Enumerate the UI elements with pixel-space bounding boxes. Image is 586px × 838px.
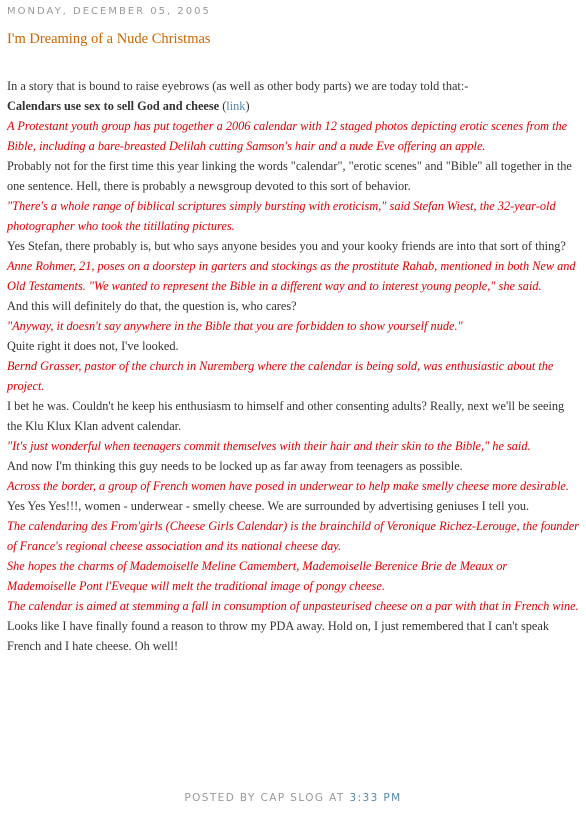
quoted-excerpt: "It's just wonderful when teenagers commit themselves with their hair and their skin to the Bible," he said. [7, 439, 531, 453]
quoted-excerpt: She hopes the charms of Mademoiselle Meline Camembert, Mademoiselle Berenice Brie de Meaux or Mademoiselle Pont l'Eveque will melt the traditional image of pongy cheese. [7, 559, 508, 593]
quoted-excerpt: The calendar is aimed at stemming a fall in consumption of unpasteurised cheese on a par with that in French wine. [7, 599, 579, 613]
quoted-excerpt: "Anyway, it doesn't say anywhere in the Bible that you are forbidden to show yourself nude." [7, 319, 463, 333]
commentary-paragraph: Probably not for the first time this year linking the words "calendar", "erotic scenes" and "Bible" all together in the one sentence. Hell, there is probably a newsgroup devoted to this sort of behavior. [7, 159, 572, 193]
intro-paragraph: In a story that is bound to raise eyebrows (as well as other body parts) we are today told that:- [7, 79, 469, 93]
quoted-excerpt: A Protestant youth group has put together a 2006 calendar with 12 staged photos depicting erotic scenes from the Bible, including a bare-breasted Delilah cutting Samson's hair and a nude Eve offering an apple. [7, 119, 568, 153]
commentary-paragraph: Yes Stefan, there probably is, but who says anyone besides you and your kooky friends are into that sort of thing? [7, 239, 566, 253]
post-footer [0, 792, 586, 804]
commentary-paragraph: Looks like I have finally found a reason to throw my PDA away. Hold on, I just remembered that I can't speak French and I hate cheese. Oh well! [7, 619, 549, 653]
commentary-paragraph: And this will definitely do that, the question is, who cares? [7, 299, 297, 313]
paragraph-list [7, 116, 579, 656]
posted-by-label: POSTED BY CAP SLOG AT [184, 792, 350, 804]
source-link[interactable]: link [226, 99, 246, 113]
post-body [7, 76, 579, 656]
commentary-paragraph: And now I'm thinking this guy needs to be locked up as far away from teenagers as possible. [7, 459, 463, 473]
post-title[interactable]: I'm Dreaming of a Nude Christmas [7, 31, 211, 47]
quoted-excerpt: Anne Rohmer, 21, poses on a doorstep in garters and stockings as the prostitute Rahab, mentioned in both New and Old Testaments. "We wanted to represent the Bible in a different way and to interest young people," she said. [7, 259, 576, 293]
quoted-excerpt: Across the border, a group of French women have posed in underwear to help make smelly cheese more desirable. [7, 479, 569, 493]
paren-close: ) [245, 99, 250, 113]
commentary-paragraph: Quite right it does not, I've looked. [7, 339, 179, 353]
article-headline: Calendars use sex to sell God and cheese [7, 99, 220, 113]
article-headline-line [7, 96, 579, 116]
quoted-excerpt: The calendaring des From'girls (Cheese Girls Calendar) is the brainchild of Veronique Richez-Lerouge, the founder of France's regional cheese association and its national cheese day. [7, 519, 579, 553]
quoted-excerpt: "There's a whole range of biblical scriptures simply bursting with eroticism," said Stefan Wiest, the 32-year-old photographer who took the titillating pictures. [7, 199, 556, 233]
commentary-paragraph: I bet he was. Couldn't he keep his enthusiasm to himself and other consenting adults? Really, next we'll be seeing the Klu Klux Klan advent calendar. [7, 399, 565, 433]
date-header: MONDAY, DECEMBER 05, 2005 [7, 6, 211, 17]
commentary-paragraph: Yes Yes Yes!!!, women - underwear - smelly cheese. We are surrounded by advertising geniuses I tell you. [7, 499, 530, 513]
quoted-excerpt: Bernd Grasser, pastor of the church in Nuremberg where the calendar is being sold, was enthusiastic about the project. [7, 359, 554, 393]
paren-open: ( [219, 99, 227, 113]
post-timestamp-link[interactable]: 3:33 PM [349, 792, 402, 804]
